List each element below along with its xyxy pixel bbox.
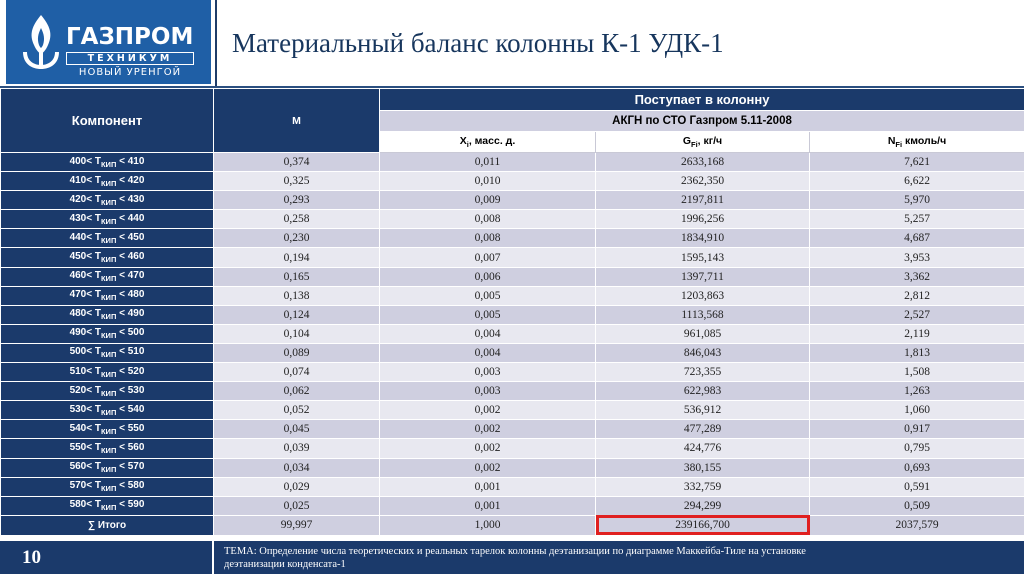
cell-m: 0,025 — [214, 496, 380, 515]
cell-g: 477,289 — [596, 420, 810, 439]
range-lt: < — [116, 461, 128, 473]
range-subscript: КИП — [100, 484, 117, 494]
range-lt: < — [116, 346, 128, 358]
cell-m: 0,325 — [214, 172, 380, 191]
cell-x: 0,005 — [380, 286, 596, 305]
component-cell — [1, 305, 214, 324]
col-header-component: Компонент — [1, 89, 214, 153]
range-high: 410 — [127, 155, 145, 167]
cell-m: 0,138 — [214, 286, 380, 305]
cell-n: 1,263 — [810, 382, 1024, 401]
cell-g: 536,912 — [596, 401, 810, 420]
range-lt: < — [116, 327, 128, 339]
cell-g: 380,155 — [596, 458, 810, 477]
component-cell — [1, 324, 214, 343]
component-cell — [1, 363, 214, 382]
range-high: 550 — [127, 422, 145, 434]
range-lt-t: < T — [86, 422, 101, 434]
n-symbol: N — [887, 134, 896, 147]
range-lt-t: < T — [86, 231, 101, 243]
cell-m: 0,045 — [214, 420, 380, 439]
logo-name: ГАЗПРОМ — [66, 24, 194, 50]
cell-x: 0,007 — [380, 248, 596, 267]
range-lt: < — [116, 365, 128, 377]
table-row — [1, 191, 1024, 210]
header-divider — [215, 0, 217, 86]
component-cell — [1, 420, 214, 439]
cell-g: 1113,568 — [596, 305, 810, 324]
table-body — [1, 153, 1024, 536]
cell-m: 0,034 — [214, 458, 380, 477]
cell-x: 0,009 — [380, 191, 596, 210]
cell-n: 1,813 — [810, 343, 1024, 362]
x-symbol: X — [459, 134, 467, 147]
g-unit: , кг/ч — [697, 134, 723, 147]
range-lt-t: < T — [86, 461, 101, 473]
range-lt-t: < T — [86, 365, 101, 377]
range-low: 570 — [69, 480, 87, 492]
range-lt-t: < T — [86, 346, 101, 358]
range-subscript: КИП — [100, 197, 117, 207]
range-lt: < — [116, 193, 128, 205]
cell-g: 622,983 — [596, 382, 810, 401]
cell-n: 5,970 — [810, 191, 1024, 210]
total-label: ∑ Итого — [1, 515, 214, 535]
range-lt-t: < T — [86, 289, 101, 301]
range-lt-t: < T — [86, 251, 101, 263]
range-lt: < — [116, 174, 128, 186]
cell-g: 332,759 — [596, 477, 810, 496]
component-cell — [1, 153, 214, 172]
cell-m: 0,104 — [214, 324, 380, 343]
range-subscript: КИП — [100, 407, 117, 417]
range-lt: < — [116, 251, 128, 263]
page-number: 10 — [22, 547, 41, 568]
cell-x: 0,002 — [380, 439, 596, 458]
range-lt-t: < T — [86, 384, 101, 396]
range-subscript: КИП — [100, 159, 117, 169]
cell-x: 0,001 — [380, 477, 596, 496]
range-lt-t: < T — [86, 270, 101, 282]
range-subscript: КИП — [100, 503, 117, 513]
range-low: 460 — [69, 270, 87, 282]
cell-g: 424,776 — [596, 439, 810, 458]
total-row — [1, 515, 1024, 535]
table-row — [1, 343, 1024, 362]
cell-n: 7,621 — [810, 153, 1024, 172]
range-subscript: КИП — [100, 293, 117, 303]
component-cell — [1, 248, 214, 267]
cell-g: 2362,350 — [596, 172, 810, 191]
component-cell — [1, 401, 214, 420]
sub-header-source: АКГН по СТО Газпром 5.11-2008 — [380, 111, 1024, 132]
cell-x: 0,002 — [380, 401, 596, 420]
table-row — [1, 458, 1024, 477]
range-high: 450 — [127, 231, 145, 243]
total-m: 99,997 — [214, 515, 380, 535]
range-high: 440 — [127, 212, 145, 224]
cell-x: 0,002 — [380, 458, 596, 477]
cell-g: 1203,863 — [596, 286, 810, 305]
table-row — [1, 286, 1024, 305]
cell-n: 2,119 — [810, 324, 1024, 343]
group-header-feed: Поступает в колонну — [380, 89, 1024, 111]
cell-m: 0,374 — [214, 153, 380, 172]
range-low: 520 — [69, 384, 87, 396]
range-low: 440 — [69, 231, 87, 243]
range-high: 520 — [127, 365, 145, 377]
range-lt-t: < T — [86, 174, 101, 186]
cell-g: 1996,256 — [596, 210, 810, 229]
range-lt: < — [116, 308, 128, 320]
cell-x: 0,003 — [380, 363, 596, 382]
cell-m: 0,293 — [214, 191, 380, 210]
range-lt: < — [116, 270, 128, 282]
range-subscript: КИП — [100, 445, 117, 455]
component-cell — [1, 229, 214, 248]
range-low: 530 — [69, 403, 87, 415]
component-cell — [1, 496, 214, 515]
x-unit: , масс. д. — [468, 134, 516, 147]
range-low: 410 — [69, 174, 87, 186]
cell-m: 0,165 — [214, 267, 380, 286]
cell-g: 2197,811 — [596, 191, 810, 210]
cell-g: 1834,910 — [596, 229, 810, 248]
range-lt: < — [116, 289, 128, 301]
table-row — [1, 153, 1024, 172]
component-cell — [1, 210, 214, 229]
cell-x: 0,011 — [380, 153, 596, 172]
table-row — [1, 305, 1024, 324]
cell-n: 2,527 — [810, 305, 1024, 324]
cell-g: 961,085 — [596, 324, 810, 343]
range-lt: < — [116, 231, 128, 243]
range-lt: < — [116, 441, 128, 453]
topic-text: ТЕМА: Определение числа теоретических и реальных тарелок колонны деэтанизации по диаграмме Маккейба-Тиле на установке деэтанизации конденсата-1 — [224, 546, 806, 570]
cell-n: 0,693 — [810, 458, 1024, 477]
range-subscript: КИП — [100, 255, 117, 265]
material-balance-table — [0, 88, 1024, 536]
table-row — [1, 210, 1024, 229]
range-lt-t: < T — [86, 193, 101, 205]
range-subscript: КИП — [100, 350, 117, 360]
cell-n: 3,362 — [810, 267, 1024, 286]
table-row — [1, 324, 1024, 343]
component-cell — [1, 343, 214, 362]
cell-x: 0,001 — [380, 496, 596, 515]
cell-n: 6,622 — [810, 172, 1024, 191]
range-subscript: КИП — [100, 331, 117, 341]
component-cell — [1, 267, 214, 286]
n-unit: кмоль/ч — [902, 134, 947, 147]
table-row — [1, 172, 1024, 191]
range-lt-t: < T — [86, 499, 101, 511]
gazprom-logo — [6, 0, 211, 84]
table-row — [1, 477, 1024, 496]
range-high: 540 — [127, 403, 145, 415]
cell-g: 294,299 — [596, 496, 810, 515]
range-high: 580 — [127, 480, 145, 492]
cell-x: 0,004 — [380, 324, 596, 343]
range-lt-t: < T — [86, 441, 101, 453]
range-low: 450 — [69, 251, 87, 263]
range-lt: < — [116, 499, 128, 511]
total-x: 1,000 — [380, 515, 596, 535]
cell-n: 1,060 — [810, 401, 1024, 420]
range-high: 560 — [127, 441, 145, 453]
range-low: 490 — [69, 327, 87, 339]
table-row — [1, 401, 1024, 420]
cell-n: 0,795 — [810, 439, 1024, 458]
cell-n: 0,509 — [810, 496, 1024, 515]
range-lt: < — [116, 155, 128, 167]
range-high: 570 — [127, 461, 145, 473]
range-subscript: КИП — [100, 388, 117, 398]
page-title: Материальный баланс колонны К-1 УДК-1 — [232, 28, 724, 58]
range-low: 560 — [69, 461, 87, 473]
table-row — [1, 382, 1024, 401]
range-high: 460 — [127, 251, 145, 263]
range-low: 500 — [69, 346, 87, 358]
range-low: 510 — [69, 365, 87, 377]
component-cell — [1, 191, 214, 210]
range-high: 500 — [127, 327, 145, 339]
component-cell — [1, 382, 214, 401]
range-subscript: КИП — [100, 426, 117, 436]
range-subscript: КИП — [100, 465, 117, 475]
cell-g: 2633,168 — [596, 153, 810, 172]
table-row — [1, 496, 1024, 515]
cell-x: 0,010 — [380, 172, 596, 191]
range-lt-t: < T — [86, 212, 101, 224]
cell-n: 2,812 — [810, 286, 1024, 305]
cell-m: 0,074 — [214, 363, 380, 382]
cell-m: 0,124 — [214, 305, 380, 324]
table-row — [1, 248, 1024, 267]
range-high: 430 — [127, 193, 145, 205]
logo-subtitle: ТЕХНИКУМ — [66, 52, 194, 65]
cell-n: 4,687 — [810, 229, 1024, 248]
cell-n: 3,953 — [810, 248, 1024, 267]
cell-g: 1595,143 — [596, 248, 810, 267]
range-lt: < — [116, 384, 128, 396]
cell-x: 0,003 — [380, 382, 596, 401]
logo-city: НОВЫЙ УРЕНГОЙ — [78, 67, 182, 78]
col-header-g — [596, 132, 810, 153]
range-low: 470 — [69, 289, 87, 301]
total-g: 239166,700 — [596, 515, 810, 535]
cell-x: 0,005 — [380, 305, 596, 324]
range-subscript: КИП — [100, 369, 117, 379]
range-lt: < — [116, 480, 128, 492]
range-subscript: КИП — [100, 178, 117, 188]
range-high: 490 — [127, 308, 145, 320]
range-subscript: КИП — [100, 216, 117, 226]
component-cell — [1, 439, 214, 458]
footer-divider — [212, 541, 214, 574]
cell-g: 723,355 — [596, 363, 810, 382]
table-row — [1, 229, 1024, 248]
range-lt-t: < T — [86, 155, 101, 167]
g-subscript: Fi — [691, 140, 698, 150]
cell-n: 1,508 — [810, 363, 1024, 382]
range-low: 550 — [69, 441, 87, 453]
cell-m: 0,039 — [214, 439, 380, 458]
table-row — [1, 363, 1024, 382]
range-high: 420 — [127, 174, 145, 186]
range-lt: < — [116, 422, 128, 434]
cell-m: 0,052 — [214, 401, 380, 420]
component-cell — [1, 477, 214, 496]
range-subscript: КИП — [100, 312, 117, 322]
cell-m: 0,062 — [214, 382, 380, 401]
range-high: 510 — [127, 346, 145, 358]
component-cell — [1, 286, 214, 305]
col-header-n — [810, 132, 1024, 153]
range-high: 530 — [127, 384, 145, 396]
range-lt-t: < T — [86, 403, 101, 415]
cell-x: 0,006 — [380, 267, 596, 286]
table-row — [1, 420, 1024, 439]
slide-header — [0, 0, 1024, 86]
cell-x: 0,002 — [380, 420, 596, 439]
range-low: 420 — [69, 193, 87, 205]
cell-n: 5,257 — [810, 210, 1024, 229]
range-low: 580 — [69, 499, 87, 511]
range-subscript: КИП — [100, 235, 117, 245]
range-lt-t: < T — [86, 480, 101, 492]
range-high: 480 — [127, 289, 145, 301]
range-lt: < — [116, 403, 128, 415]
cell-g: 1397,711 — [596, 267, 810, 286]
cell-n: 0,917 — [810, 420, 1024, 439]
range-subscript: КИП — [100, 274, 117, 284]
range-low: 480 — [69, 308, 87, 320]
cell-n: 0,591 — [810, 477, 1024, 496]
range-low: 430 — [69, 212, 87, 224]
range-lt: < — [116, 212, 128, 224]
cell-m: 0,089 — [214, 343, 380, 362]
col-header-m: М — [214, 89, 380, 153]
range-high: 590 — [127, 499, 145, 511]
cell-x: 0,008 — [380, 210, 596, 229]
cell-m: 0,194 — [214, 248, 380, 267]
col-header-x — [380, 132, 596, 153]
component-cell — [1, 458, 214, 477]
g-symbol: G — [682, 134, 691, 147]
range-lt-t: < T — [86, 308, 101, 320]
flame-logo-icon — [20, 12, 62, 70]
cell-m: 0,258 — [214, 210, 380, 229]
range-low: 540 — [69, 422, 87, 434]
cell-m: 0,230 — [214, 229, 380, 248]
component-cell — [1, 172, 214, 191]
range-high: 470 — [127, 270, 145, 282]
range-low: 400 — [69, 155, 87, 167]
range-lt-t: < T — [86, 327, 101, 339]
table-row — [1, 439, 1024, 458]
total-n: 2037,579 — [810, 515, 1024, 535]
n-subscript: Fi — [895, 140, 903, 150]
x-subscript: i — [466, 140, 469, 150]
cell-g: 846,043 — [596, 343, 810, 362]
cell-m: 0,029 — [214, 477, 380, 496]
table-row — [1, 267, 1024, 286]
slide-footer — [0, 541, 1024, 574]
cell-x: 0,004 — [380, 343, 596, 362]
cell-x: 0,008 — [380, 229, 596, 248]
